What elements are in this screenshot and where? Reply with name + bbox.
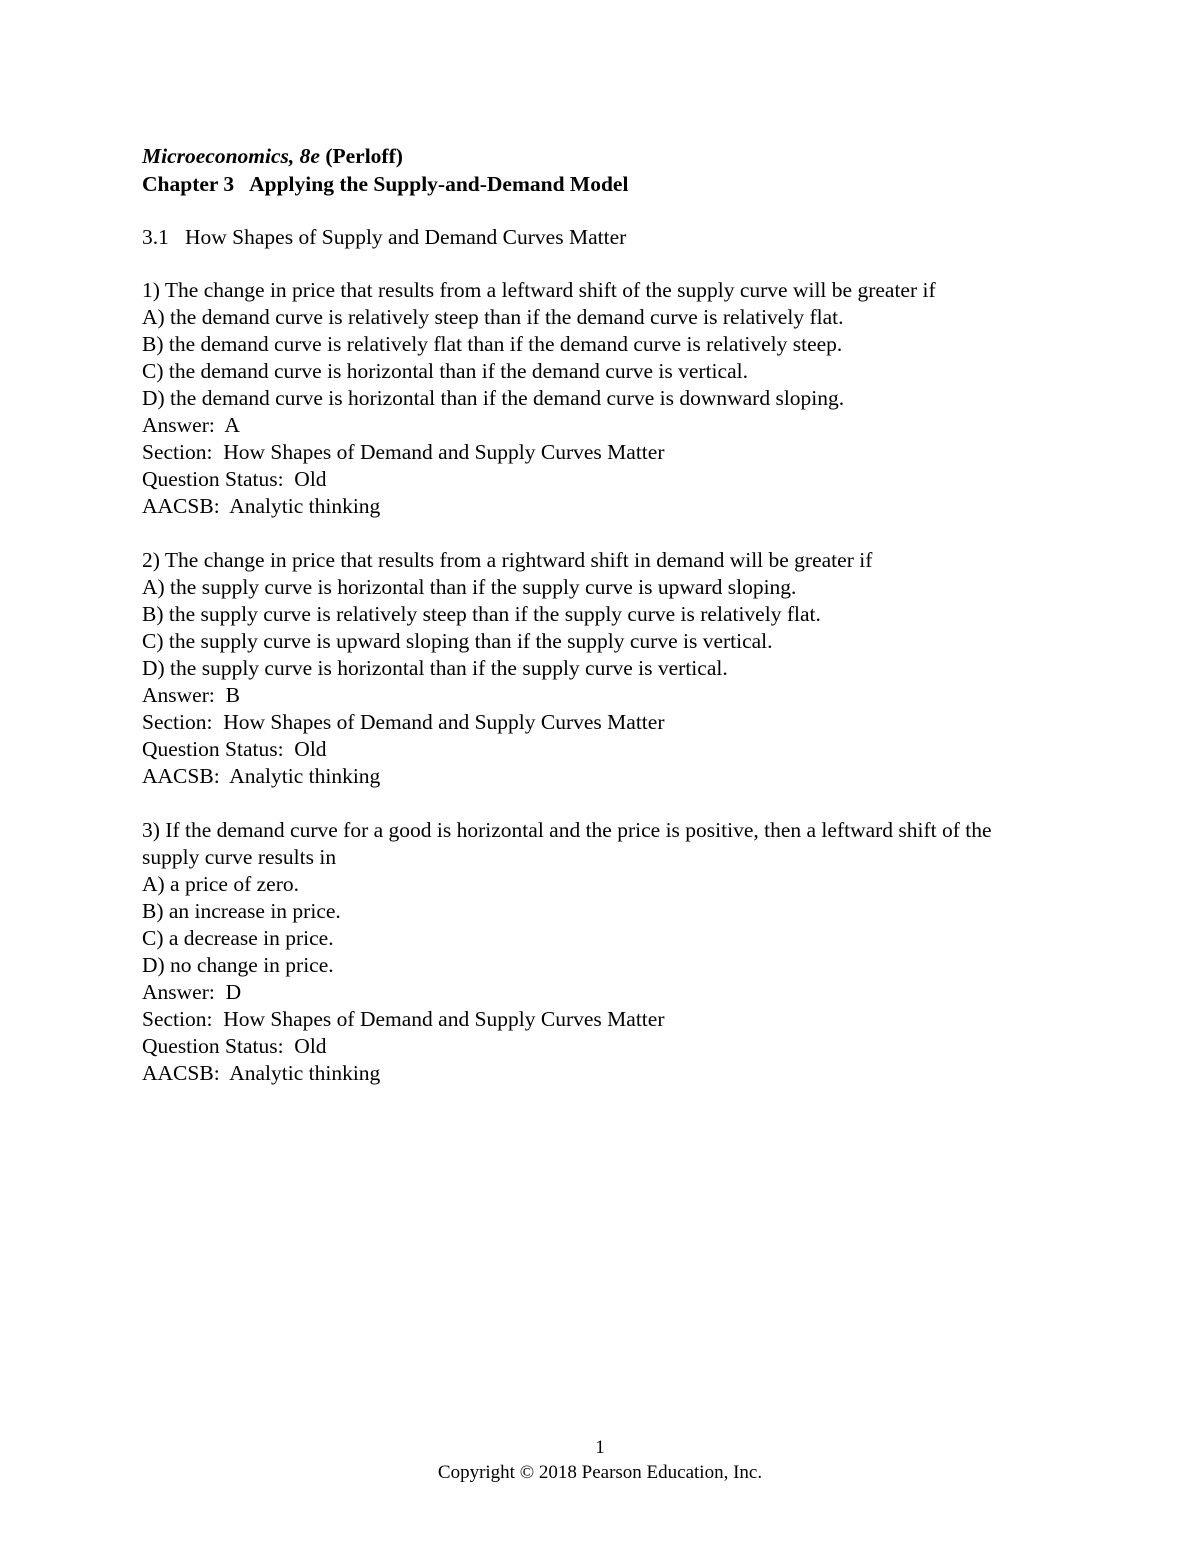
question-aacsb: AACSB: Analytic thinking xyxy=(142,764,381,788)
answer-option: D) the demand curve is horizontal than if the demand curve is downward sloping. xyxy=(142,386,845,410)
spacer xyxy=(142,198,1072,224)
chapter-title: Chapter 3 Applying the Supply-and-Demand Model xyxy=(142,172,629,196)
copyright-notice: Copyright © 2018 Pearson Education, Inc. xyxy=(437,1462,763,1483)
question-status: Question Status: Old xyxy=(142,1034,327,1058)
question-aacsb: AACSB: Analytic thinking xyxy=(142,1061,381,1085)
answer-option: C) a decrease in price. xyxy=(142,926,334,950)
question-section: Section: How Shapes of Demand and Supply Curves Matter xyxy=(142,710,665,734)
question-aacsb: AACSB: Analytic thinking xyxy=(142,494,381,518)
answer-option: C) the demand curve is horizontal than if the demand curve is vertical. xyxy=(142,359,748,383)
answer-option: B) the demand curve is relatively flat than if the demand curve is relatively steep. xyxy=(142,332,843,356)
answer-key: Answer: B xyxy=(142,683,240,707)
section-heading: 3.1 How Shapes of Supply and Demand Curves Matter xyxy=(142,225,627,249)
question-status: Question Status: Old xyxy=(142,737,327,761)
book-title-line xyxy=(142,142,1072,170)
question-stem: 1) The change in price that results from a leftward shift of the supply curve will be greater if xyxy=(142,278,936,302)
question-stem: 2) The change in price that results from a rightward shift in demand will be greater if xyxy=(142,548,873,572)
answer-option: A) a price of zero. xyxy=(142,872,299,896)
question-3 xyxy=(142,817,1072,1087)
question-2 xyxy=(142,547,1072,790)
answer-option: B) an increase in price. xyxy=(142,899,341,923)
answer-option: D) no change in price. xyxy=(142,953,334,977)
answer-option: A) the supply curve is horizontal than if the supply curve is upward sloping. xyxy=(142,575,797,599)
question-1 xyxy=(142,277,1072,520)
question-section: Section: How Shapes of Demand and Supply Curves Matter xyxy=(142,440,665,464)
question-section: Section: How Shapes of Demand and Supply Curves Matter xyxy=(142,1007,665,1031)
page-number: 1 xyxy=(595,1437,605,1458)
book-author: (Perloff) xyxy=(325,144,403,168)
page-content xyxy=(142,142,1072,1114)
answer-option: B) the supply curve is relatively steep than if the supply curve is relatively flat. xyxy=(142,602,821,626)
question-status: Question Status: Old xyxy=(142,467,327,491)
spacer xyxy=(142,251,1072,277)
book-title: Microeconomics, 8e xyxy=(142,144,320,168)
answer-option: D) the supply curve is horizontal than if the supply curve is vertical. xyxy=(142,656,728,680)
question-stem: 3) If the demand curve for a good is horizontal and the price is positive, then a leftward shift of the supply curve results in xyxy=(142,818,992,869)
answer-key: Answer: D xyxy=(142,980,242,1004)
answer-key: Answer: A xyxy=(142,413,240,437)
answer-option: A) the demand curve is relatively steep than if the demand curve is relatively flat. xyxy=(142,305,844,329)
answer-option: C) the supply curve is upward sloping than if the supply curve is vertical. xyxy=(142,629,773,653)
